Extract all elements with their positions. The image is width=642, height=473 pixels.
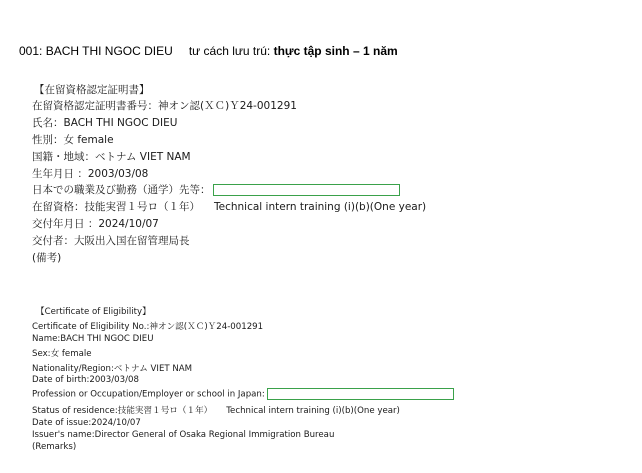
en-employer-field[interactable]: [267, 388, 454, 400]
en-title: 【Certificate of Eligibility】: [36, 307, 151, 317]
en-status-row: [32, 404, 400, 416]
jp-status-english: Technical intern training (i)(b)(One year): [214, 201, 427, 213]
en-issuer: Issuer's name:Director General of Osaka Regional Immigration Bureau: [32, 430, 335, 440]
header-status-label: tư cách lưu trú:: [188, 44, 271, 58]
en-remarks: (Remarks): [32, 442, 77, 452]
en-name: Name:BACH THI NGOC DIEU: [32, 334, 154, 344]
en-nationality: Nationality/Region:ベトナム VIET NAM: [32, 364, 193, 374]
header-prefix: 001: BACH THI NGOC DIEU: [19, 44, 173, 58]
en-employer-row: [32, 388, 454, 400]
en-cert-number: Certificate of Eligibility No.:神オン認(ＸＣ)Ｙ24-001291: [32, 322, 264, 332]
jp-issue-date: 交付年月日 ：2024/10/07: [32, 218, 159, 230]
jp-name: 氏名：BACH THI NGOC DIEU: [32, 117, 178, 129]
document-header: [19, 44, 398, 58]
jp-cert-number: 在留資格認定証明書番号：神オン認(ＸＣ)Ｙ24-001291: [32, 100, 297, 112]
en-date-of-birth: Date of birth:2003/03/08: [32, 375, 139, 385]
jp-issuer: 交付者：大阪出入国在留管理局長: [32, 235, 190, 247]
en-sex: Sex:女 female: [32, 349, 92, 359]
jp-title: 【在留資格認定証明書】: [34, 84, 150, 96]
jp-status-row: [32, 199, 426, 214]
jp-employer-field[interactable]: [213, 184, 400, 196]
en-status-label: Status of residence:技能実習１号ロ（１年）: [32, 406, 213, 416]
en-issue-date: Date of issue:2024/10/07: [32, 418, 141, 428]
jp-remarks: (備考): [32, 252, 62, 264]
header-status-value: thực tập sinh – 1 năm: [273, 44, 398, 58]
jp-employer-label: 日本での職業及び勤務（通学）先等：: [32, 184, 211, 196]
en-employer-label: Profession or Occupation/Employer or school in Japan:: [32, 389, 265, 400]
jp-status-label: 在留資格：技能実習１号ロ（１年）: [32, 201, 200, 213]
jp-employer-row: [32, 182, 400, 197]
en-status-english: Technical intern training (i)(b)(One year): [226, 406, 400, 416]
jp-nationality: 国籍・地域：ベトナム VIET NAM: [32, 151, 191, 163]
jp-sex: 性別：女 female: [32, 134, 114, 146]
jp-date-of-birth: 生年月日 ：2003/03/08: [32, 168, 149, 180]
